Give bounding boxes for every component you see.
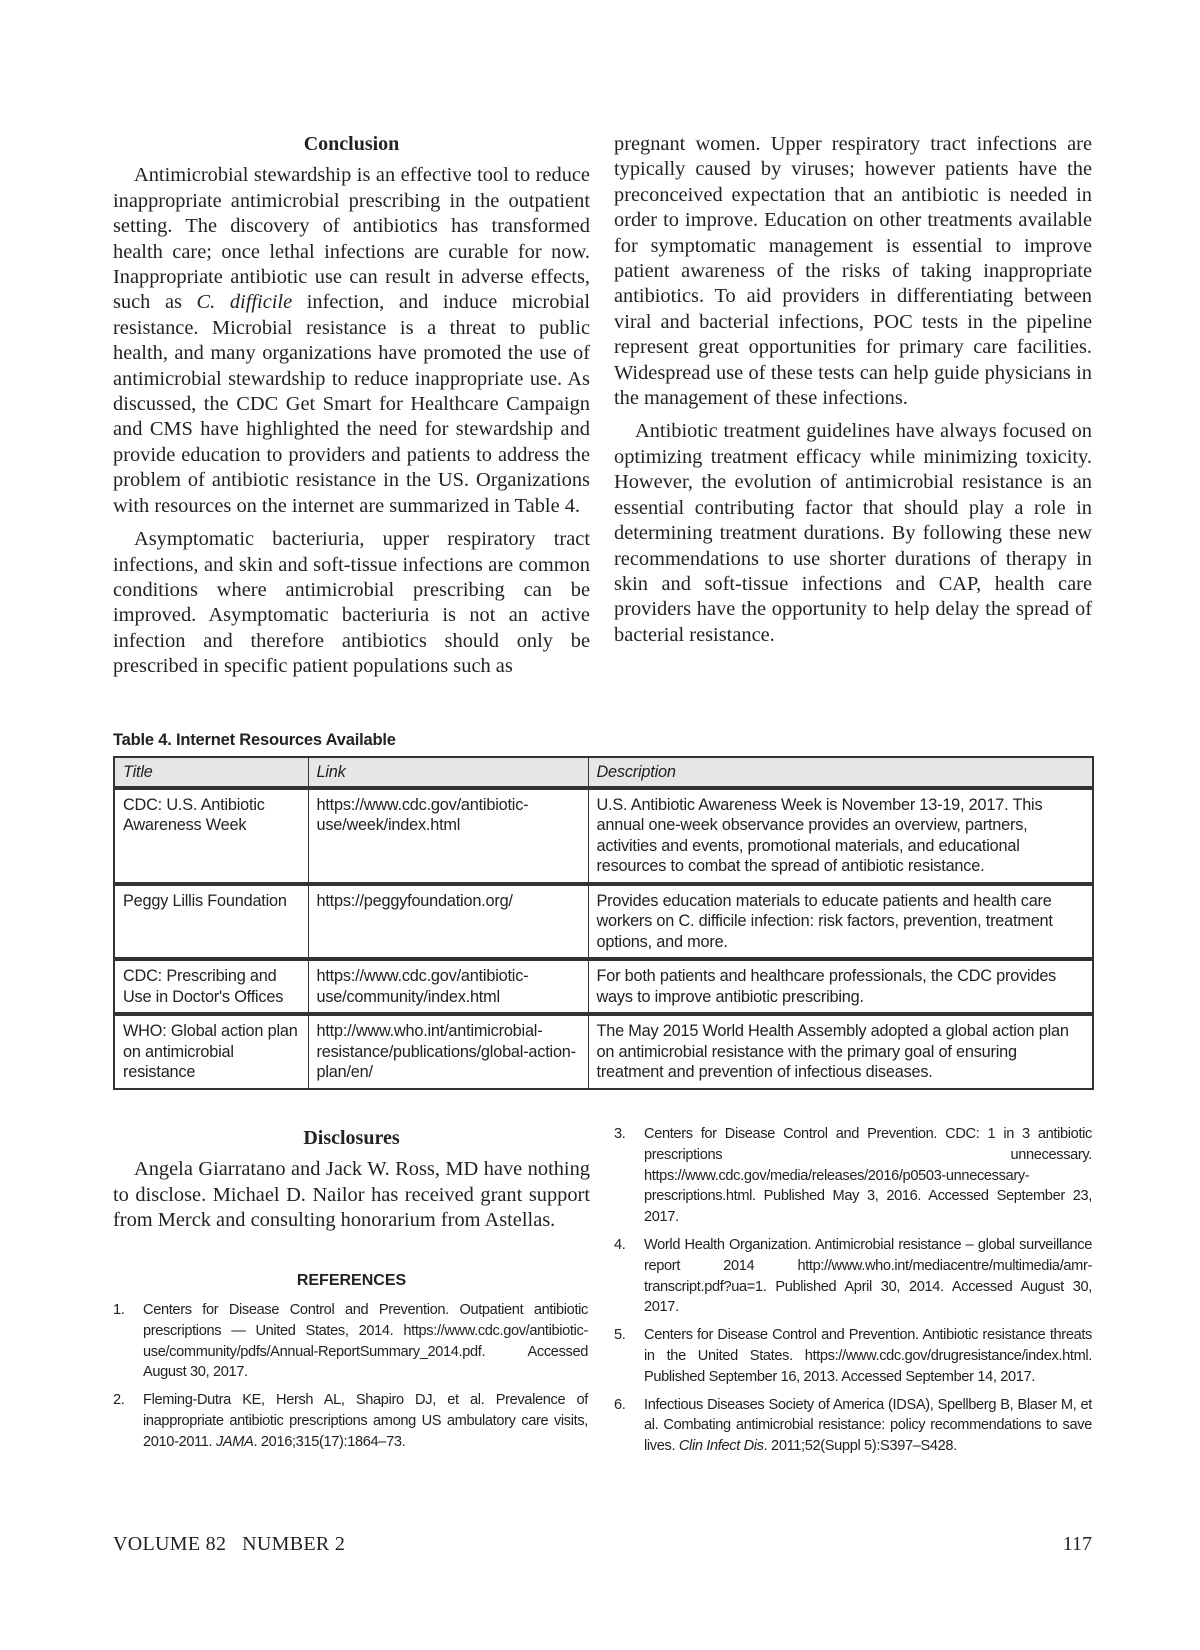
table-cell-title: Peggy Lillis Foundation <box>114 884 308 960</box>
table-header-description: Description <box>588 757 1093 788</box>
internet-resources-table <box>113 756 1094 1090</box>
table-cell-description: Provides education materials to educate patients and health care workers on C. difficile infection: risk factors, prevention, treatment options, and more. <box>588 884 1093 960</box>
footer-volume: VOLUME 82 NUMBER 2 <box>113 1533 346 1555</box>
table-cell-description: U.S. Antibiotic Awareness Week is November 13-19, 2017. This annual one-week observance provides an overview, partners, activities and events, promotional materials, and educational resources to combat the spread of antibiotic resistance. <box>588 788 1093 884</box>
conclusion-paragraph-3: Antibiotic treatment guidelines have always focused on optimizing treatment efficacy while minimizing toxicity. However, the evolution of antimicrobial resistance is an essential contributing factor that should play a role in determining treatment durations. By following these new recommendations to use shorter durations of therapy in skin and soft-tissue infections and CAP, health care providers have the opportunity to help delay the spread of bacterial resistance. <box>614 420 1092 646</box>
table-cell-description: For both patients and healthcare professionals, the CDC provides ways to improve antibiotic prescribing. <box>588 959 1093 1014</box>
table-cell-title: CDC: U.S. Antibiotic Awareness Week <box>114 788 308 884</box>
table-row <box>114 884 1093 960</box>
references-list-right <box>614 1124 1092 1464</box>
reference-text: Centers for Disease Control and Prevention. Outpatient antibiotic prescriptions — United States, 2014. https://www.cdc.gov/antibiotic-use/community/pdfs/Annual-ReportSummary_2014.pdf. Accessed August 30, 2017. <box>143 1302 588 1381</box>
table-cell-description: The May 2015 World Health Assembly adopted a global action plan on antimicrobial resistance with the primary goal of ensuring treatment and prevention of infectious diseases. <box>588 1014 1093 1089</box>
reference-number: 6. <box>614 1396 626 1413</box>
references-heading: REFERENCES <box>296 1272 407 1289</box>
table-cell-link[interactable]: https://www.cdc.gov/antibiotic-use/week/index.html <box>308 788 588 884</box>
reference-text: Fleming-Dutra KE, Hersh AL, Shapiro DJ, et al. Prevalence of inappropriate antibiotic prescriptions among US ambulatory care visits, 2010-2011. <box>143 1392 588 1450</box>
table-cell-link[interactable]: https://www.cdc.gov/antibiotic-use/community/index.html <box>308 959 588 1014</box>
conclusion-paragraph-1-tail: infection, and induce microbial resistance. Microbial resistance is a threat to public health, and many organizations have promoted the use of antimicrobial stewardship to reduce inappropriate use. As discussed, the CDC Get Smart for Healthcare Campaign and CMS have highlighted the need for stewardship and provide education to providers and patients to address the problem of antibiotic resistance in the US. Organizations with resources on the internet are summarized in Table 4. <box>113 291 590 517</box>
reference-text: Centers for Disease Control and Prevention. CDC: 1 in 3 antibiotic prescriptions unnecessary. https://www.cdc.gov/media/releases/2016/p0503-unnecessary-prescriptions.html. Published May 3, 2016. Accessed September 23, 2017. <box>644 1126 1092 1226</box>
conclusion-paragraph-2: Asymptomatic bacteriuria, upper respiratory tract infections, and skin and soft-tissue infections are common conditions where antimicrobial prescribing can be improved. Asymptomatic bacteriuria is not an active infection and therefore antibiotics should only be prescribed in specific patient populations such as <box>113 528 590 678</box>
table-header-row <box>114 757 1093 788</box>
reference-number: 3. <box>614 1126 626 1142</box>
reference-citation: . 2016;315(17):1864–73. <box>253 1433 406 1450</box>
conclusion-heading: Conclusion <box>303 133 400 155</box>
table-cell-link[interactable]: http://www.who.int/antimicrobial-resistance/publications/global-action-plan/en/ <box>308 1014 588 1089</box>
table-row <box>114 788 1093 884</box>
reference-number: 4. <box>614 1236 626 1253</box>
reference-number: 5. <box>614 1327 626 1344</box>
reference-text: Infectious Diseases Society of America (IDSA), Spellberg B, Blaser M, et al. Combating antimicrobial resistance: policy recommendations to save lives. <box>644 1396 1092 1455</box>
reference-text: Centers for Disease Control and Prevention. Antibiotic resistance threats in the United States. https://www.cdc.gov/drugresistance/index.html. Published September 16, 2013. Accessed September 14, 2017. <box>644 1327 1092 1385</box>
reference-citation: . 2011;52(Suppl 5):S397–S428. <box>763 1438 957 1455</box>
page-number: 117 <box>1062 1533 1092 1555</box>
reference-item <box>614 1325 1092 1387</box>
reference-item <box>113 1300 588 1383</box>
conclusion-paragraph-1-italic: C. difficile <box>196 291 293 314</box>
reference-item <box>113 1390 588 1452</box>
reference-number: 2. <box>113 1392 125 1409</box>
table-row <box>114 959 1093 1014</box>
table-cell-title: WHO: Global action plan on antimicrobial resistance <box>114 1014 308 1089</box>
reference-journal: JAMA <box>215 1433 254 1450</box>
table-header-title: Title <box>114 757 308 788</box>
reference-number: 1. <box>113 1302 125 1318</box>
reference-text: World Health Organization. Antimicrobial resistance – global surveillance report 2014 http://www.who.int/mediacentre/multimedia/amr-transcript.pdf?ua=1. Published April 30, 2014. Accessed August 30, 2017. <box>644 1236 1092 1316</box>
disclosures-text: Angela Giarratano and Jack W. Ross, MD have nothing to disclose. Michael D. Nailor has received grant support from Merck and consulting honorarium from Astellas. <box>113 1158 590 1232</box>
table-title: Table 4. Internet Resources Available <box>113 731 396 749</box>
reference-item <box>614 1395 1092 1457</box>
table-cell-title: CDC: Prescribing and Use in Doctor's Offices <box>114 959 308 1014</box>
table-header-link: Link <box>308 757 588 788</box>
reference-item <box>614 1124 1092 1228</box>
conclusion-continued <box>614 132 1092 656</box>
reference-item <box>614 1235 1092 1318</box>
conclusion-paragraph-1-text: Antimicrobial stewardship is an effective tool to reduce inappropriate antimicrobial prescribing in the outpatient setting. The discovery of antibiotics has transformed health care; once lethal infections are curable for now. Inappropriate antibiotic use can result in adverse effects, such as <box>113 164 590 314</box>
disclosures-section <box>113 1126 590 1234</box>
table-row <box>114 1014 1093 1089</box>
conclusion-section <box>113 132 590 688</box>
table-cell-link[interactable]: https://peggyfoundation.org/ <box>308 884 588 960</box>
disclosures-heading: Disclosures <box>303 1127 400 1149</box>
conclusion-paragraph-1 <box>113 163 590 519</box>
reference-journal: Clin Infect Dis <box>678 1438 764 1455</box>
conclusion-paragraph-2-continued: pregnant women. Upper respiratory tract infections are typically caused by viruses; however patients have the preconceived expectation that an antibiotic is needed in order to improve. Education on other treatments available for symptomatic management is essential to improve patient awareness of the risks of taking inappropriate antibiotics. To aid providers in differentiating between viral and bacterial infections, POC tests in the pipeline represent great opportunities for primary care facilities. Widespread use of these tests can help guide physicians in the management of these infections. <box>614 133 1092 410</box>
references-list-left <box>113 1300 588 1460</box>
